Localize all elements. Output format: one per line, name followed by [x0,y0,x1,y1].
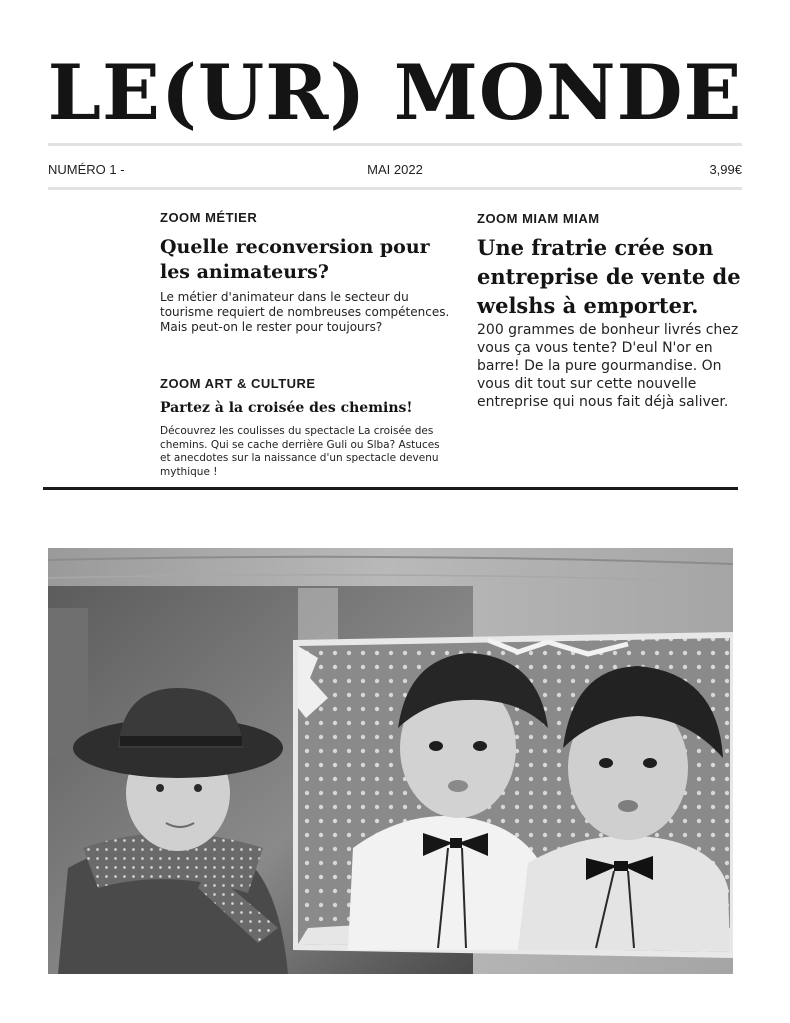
section-divider [43,487,738,490]
article-culture-summary: Découvrez les coulisses du spectacle La croisée des chemins. Qui se cache derrière Guli ou Slba? Astuces et anecdotes sur la naissance d'un spectacle devenu mythique ! [160,425,440,478]
article-culture-kicker: ZOOM ART & CULTURE [160,376,316,391]
article-metier-summary: Le métier d'animateur dans le secteur du tourisme requiert de nombreuses compétences. Mais peut-on le rester pour toujours? [160,290,450,334]
issue-date: MAI 2022 [367,162,423,177]
article-miam-headline[interactable]: Une fratrie crée son entreprise de vente de welshs à emporter. [477,235,741,318]
article-metier-kicker: ZOOM MÉTIER [160,210,258,225]
right-photo [293,632,733,958]
article-miam-summary: 200 grammes de bonheur livrés chez vous ça vous tente? D'eul N'or en barre! De la pure gourmandise. On vous dit tout sur cette nouvelle entreprise qui nous fait déjà saliver. [477,322,739,410]
article-miam-kicker: ZOOM MIAM MIAM [477,211,600,226]
issue-price: 3,99€ [709,162,742,177]
issue-bar-divider [48,187,742,190]
issue-number: NUMÉRO 1 - [48,162,125,177]
cover-photo [48,548,733,974]
article-culture-headline[interactable]: Partez à la croisée des chemins! [160,400,413,416]
article-metier-headline[interactable]: Quelle reconversion pour les animateurs? [160,236,430,283]
masthead-title: LE(UR) MONDE [47,48,743,137]
top-divider [48,143,742,146]
